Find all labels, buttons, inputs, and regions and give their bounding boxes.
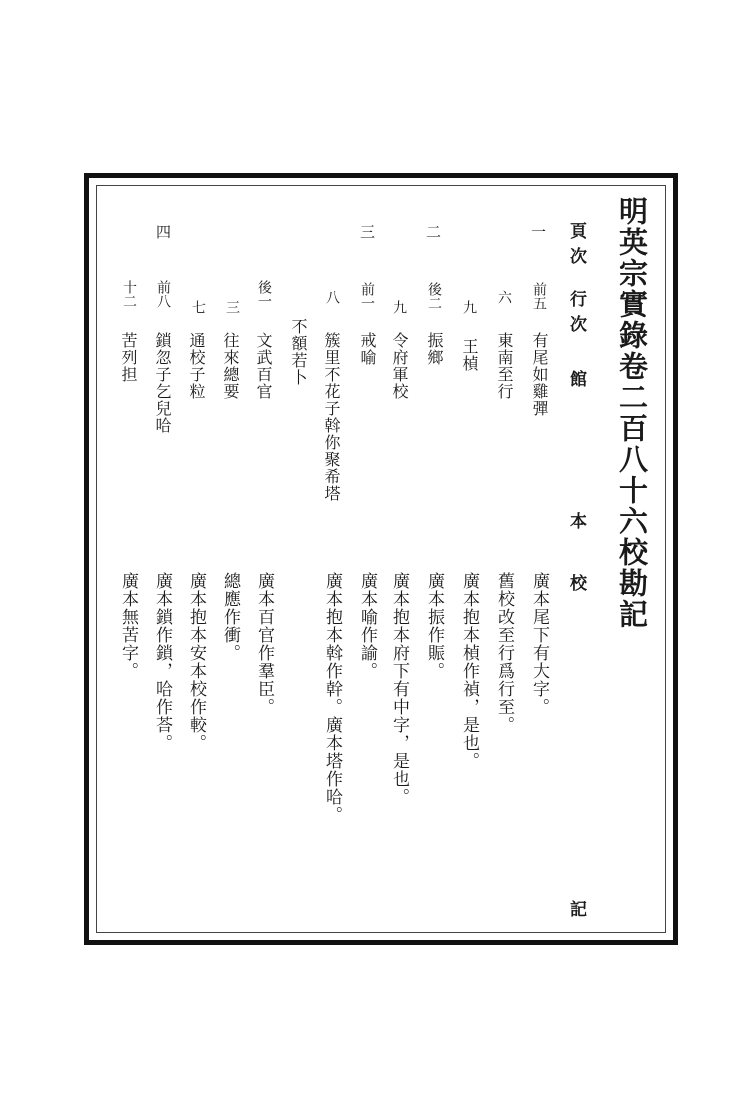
entry-note: 廣本抱本楨作禎，是也。 (459, 572, 479, 770)
entry-text: 文武百官 (254, 332, 273, 400)
entry-text: 戒喻 (358, 332, 377, 366)
entry-line: 後一 (256, 280, 272, 308)
entry-line: 九 (461, 300, 477, 314)
header-text: 館 (566, 370, 586, 395)
entry-line: 前五 (531, 282, 547, 310)
entry-note: 廣本抱本斡作幹。廣本塔作哈。 (322, 572, 342, 824)
header-line: 行次 (566, 290, 586, 340)
entry-note: 廣本抱本府下有中字，是也。 (389, 572, 409, 806)
entry-note: 廣本喻作諭。 (357, 572, 377, 680)
entry-line: 九 (391, 300, 407, 314)
entry-line: 六 (496, 290, 512, 304)
entry-text: 振鄉 (425, 332, 444, 366)
entry-note: 廣本無苦字。 (118, 572, 138, 680)
entry-note: 總應作衝。 (220, 572, 240, 662)
entry-text-continuation: 不額若卜 (289, 318, 308, 386)
entry-note: 廣本尾下有大字。 (529, 572, 549, 716)
entry-line: 十二 (121, 280, 137, 308)
entry-text: 簇里不花子斡你聚希塔 (322, 332, 341, 502)
header-edition: 本 (566, 512, 586, 537)
entry-page: 一 (529, 224, 547, 239)
entry-line: 前八 (155, 280, 171, 308)
entry-text: 東南至行 (495, 332, 514, 400)
header-page: 頁次 (566, 222, 586, 272)
entry-text: 往來總要 (221, 332, 240, 400)
entry-page: 三 (358, 224, 376, 239)
entry-text: 鎖忽子乞兒哈 (153, 332, 172, 434)
entry-line: 七 (190, 300, 206, 314)
header-notes: 記 (566, 900, 586, 925)
entry-line: 前一 (359, 282, 375, 310)
entry-note: 廣本振作賑。 (424, 572, 444, 680)
entry-text: 王楨 (460, 338, 479, 372)
entry-line: 八 (324, 290, 340, 304)
entry-line: 後二 (426, 282, 442, 310)
entry-text: 令府軍校 (390, 332, 409, 400)
entry-text: 苦列担 (119, 332, 138, 383)
entry-note: 廣本抱本安本校作較。 (186, 572, 206, 752)
entry-text: 通校子粒 (187, 332, 206, 400)
header-collation: 校 (566, 574, 586, 599)
entry-note: 廣本鎖作鎖，哈作荅。 (152, 572, 172, 752)
entry-line: 三 (224, 300, 240, 314)
page-border (84, 173, 678, 945)
entry-page: 四 (154, 224, 172, 239)
entry-page: 二 (424, 224, 442, 239)
entry-note: 廣本百官作羣臣。 (254, 572, 274, 716)
page-title: 明英宗實錄卷二百八十六校勘記 (615, 196, 649, 630)
entry-text: 有尾如雞彈 (530, 332, 549, 417)
entry-note: 舊校改至行爲行至。 (494, 572, 514, 734)
